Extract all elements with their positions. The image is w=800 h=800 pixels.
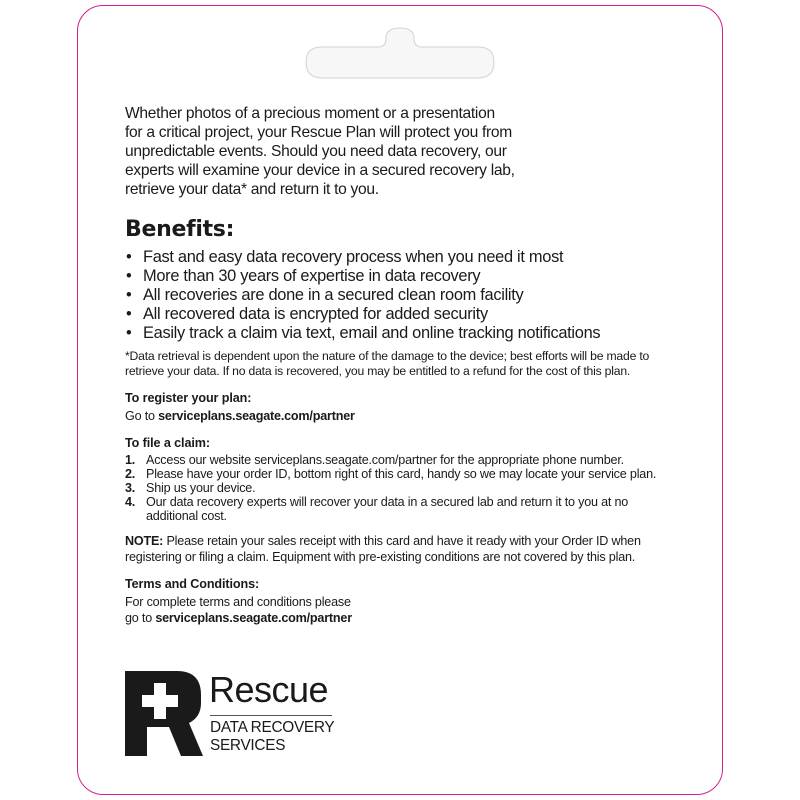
- benefit-item: • All recoveries are done in a secured clean room facility: [126, 286, 524, 304]
- note-paragraph: NOTE: Please retain your sales receipt with this card and have it ready with your Order ID when registering or filing a claim. Equipment with pre-existing conditions are not covered by this plan.: [125, 534, 641, 564]
- logo-title: Rescue: [209, 669, 329, 710]
- logo-divider: [210, 715, 332, 716]
- logo-subtitle: DATA RECOVERY SERVICES: [210, 719, 335, 754]
- benefits-list: [125, 248, 685, 343]
- bullet-icon: •: [126, 286, 132, 304]
- rescue-logo: [125, 668, 375, 758]
- data-retrieval-footnote: *Data retrieval is dependent upon the nature of the damage to the device; best efforts will be made to retrieve your data. If no data is recovered, you may be entitled to a refund for the cost of this plan.: [125, 349, 650, 378]
- bullet-icon: •: [126, 267, 132, 285]
- claim-heading: To file a claim:: [125, 436, 210, 450]
- benefit-item: • More than 30 years of expertise in data recovery: [126, 267, 481, 285]
- claim-step: 2. Please have your order ID, bottom right of this card, handy so we may locate your service plan.: [125, 467, 657, 481]
- benefits-heading: Benefits:: [125, 217, 235, 242]
- benefit-item: • All recovered data is encrypted for added security: [126, 305, 488, 323]
- bullet-icon: •: [126, 248, 132, 266]
- hang-slot: [0, 0, 800, 90]
- register-heading: To register your plan:: [125, 391, 252, 405]
- claim-step: 1. Access our website serviceplans.seagate.com/partner for the appropriate phone number.: [125, 453, 624, 467]
- card-content: [125, 104, 685, 626]
- terms-url: serviceplans.seagate.com/partner: [155, 611, 352, 625]
- intro-paragraph: Whether photos of a precious moment or a presentation for a critical project, your Rescue Plan will protect you from unpredictable events. Should you need data recovery, our experts will examine your device in a secured recovery lab, retrieve your data* and return it to you.: [125, 105, 515, 198]
- claim-steps: [125, 453, 685, 523]
- note-label: NOTE:: [125, 534, 164, 548]
- benefit-item: • Easily track a claim via text, email and online tracking notifications: [126, 324, 601, 342]
- terms-line-1: For complete terms and conditions please: [125, 595, 351, 609]
- benefit-item: • Fast and easy data recovery process when you need it most: [126, 248, 564, 266]
- register-line: Go to serviceplans.seagate.com/partner: [125, 409, 355, 423]
- terms-heading: Terms and Conditions:: [125, 577, 260, 591]
- rescue-r-plus-icon: [125, 671, 203, 756]
- claim-step: 3. Ship us your device.: [125, 481, 256, 495]
- bullet-icon: •: [126, 324, 132, 342]
- claim-step: 4. Our data recovery experts will recover your data in a secured lab and return it to you at no additional cost.: [125, 495, 629, 523]
- bullet-icon: •: [126, 305, 132, 323]
- terms-line-2: go to serviceplans.seagate.com/partner: [125, 611, 352, 625]
- register-url: serviceplans.seagate.com/partner: [158, 409, 355, 423]
